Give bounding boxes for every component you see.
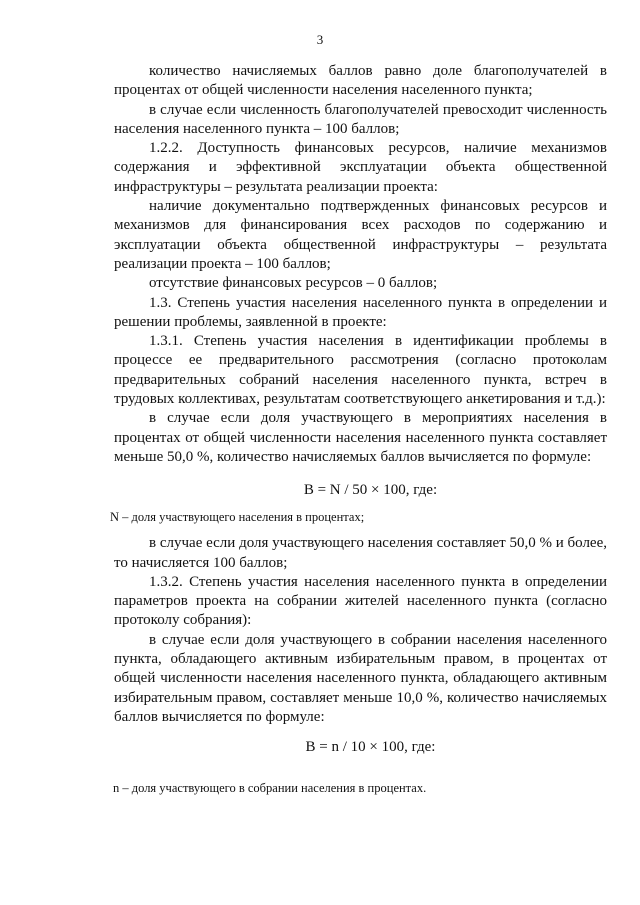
section-1-3-1: 1.3.1. Степень участия населения в идентификации проблемы в процессе ее предварительного рассмотрения (согласно протоколам предварительных собраний населения населенного пункта, встреч в трудовых коллективах, результатам соответствующего анкетирования и т.д.): xyxy=(114,333,607,408)
paragraph: наличие документально подтвержденных финансовых ресурсов и механизмов для финансирования всех расходов по содержанию и эксплуатации объекта общественной инфраструктуры – результата реализации проекта – 100 баллов; xyxy=(114,198,607,272)
page-number: 3 xyxy=(316,32,324,47)
paragraph: в случае если доля участвующего в мероприятиях населения в процентах от общей численности населения населенного пункта составляет меньше 50,0 %, количество начисляемых баллов вычисляется по формуле: xyxy=(114,410,607,465)
paragraph: количество начисляемых баллов равно доле благополучателей в процентах от общей численности населения населенного пункта; xyxy=(114,63,607,99)
formula-2: B = n / 10 × 100, где: xyxy=(305,739,436,756)
paragraph: отсутствие финансовых ресурсов – 0 баллов; xyxy=(149,275,438,292)
section-1-2-2: 1.2.2. Доступность финансовых ресурсов, наличие механизмов содержания и эффективной эксплуатации объекта общественной инфраструктуры – результата реализации проекта: xyxy=(114,140,607,195)
paragraph: в случае если доля участвующего в собрании населения населенного пункта, обладающего активным избирательным правом, в процентах от общей численности населения населенного пункта, обладающего активным избирательным правом, составляет меньше 10,0 %, количество начисляемых баллов вычисляется по формуле: xyxy=(114,631,607,725)
formula-1: B = N / 50 × 100, где: xyxy=(303,482,438,499)
paragraph: в случае если численность благополучателей превосходит численность населения населенного пункта – 100 баллов; xyxy=(114,101,607,137)
section-1-3: 1.3. Степень участия населения населенного пункта в определении и решении проблемы, заявленной в проекте: xyxy=(114,294,607,330)
document-body xyxy=(110,62,607,797)
formula-note-2: n – доля участвующего в собрании населения в процентах. xyxy=(113,781,427,796)
formula-note-1: N – доля участвующего населения в процентах; xyxy=(110,510,365,525)
section-1-3-2: 1.3.2. Степень участия населения населенного пункта в определении параметров проекта на собрании жителей населенного пункта (согласно протоколу собрания): xyxy=(114,573,607,629)
paragraph: в случае если доля участвующего населения составляет 50,0 % и более, то начисляется 100 баллов; xyxy=(114,535,607,571)
